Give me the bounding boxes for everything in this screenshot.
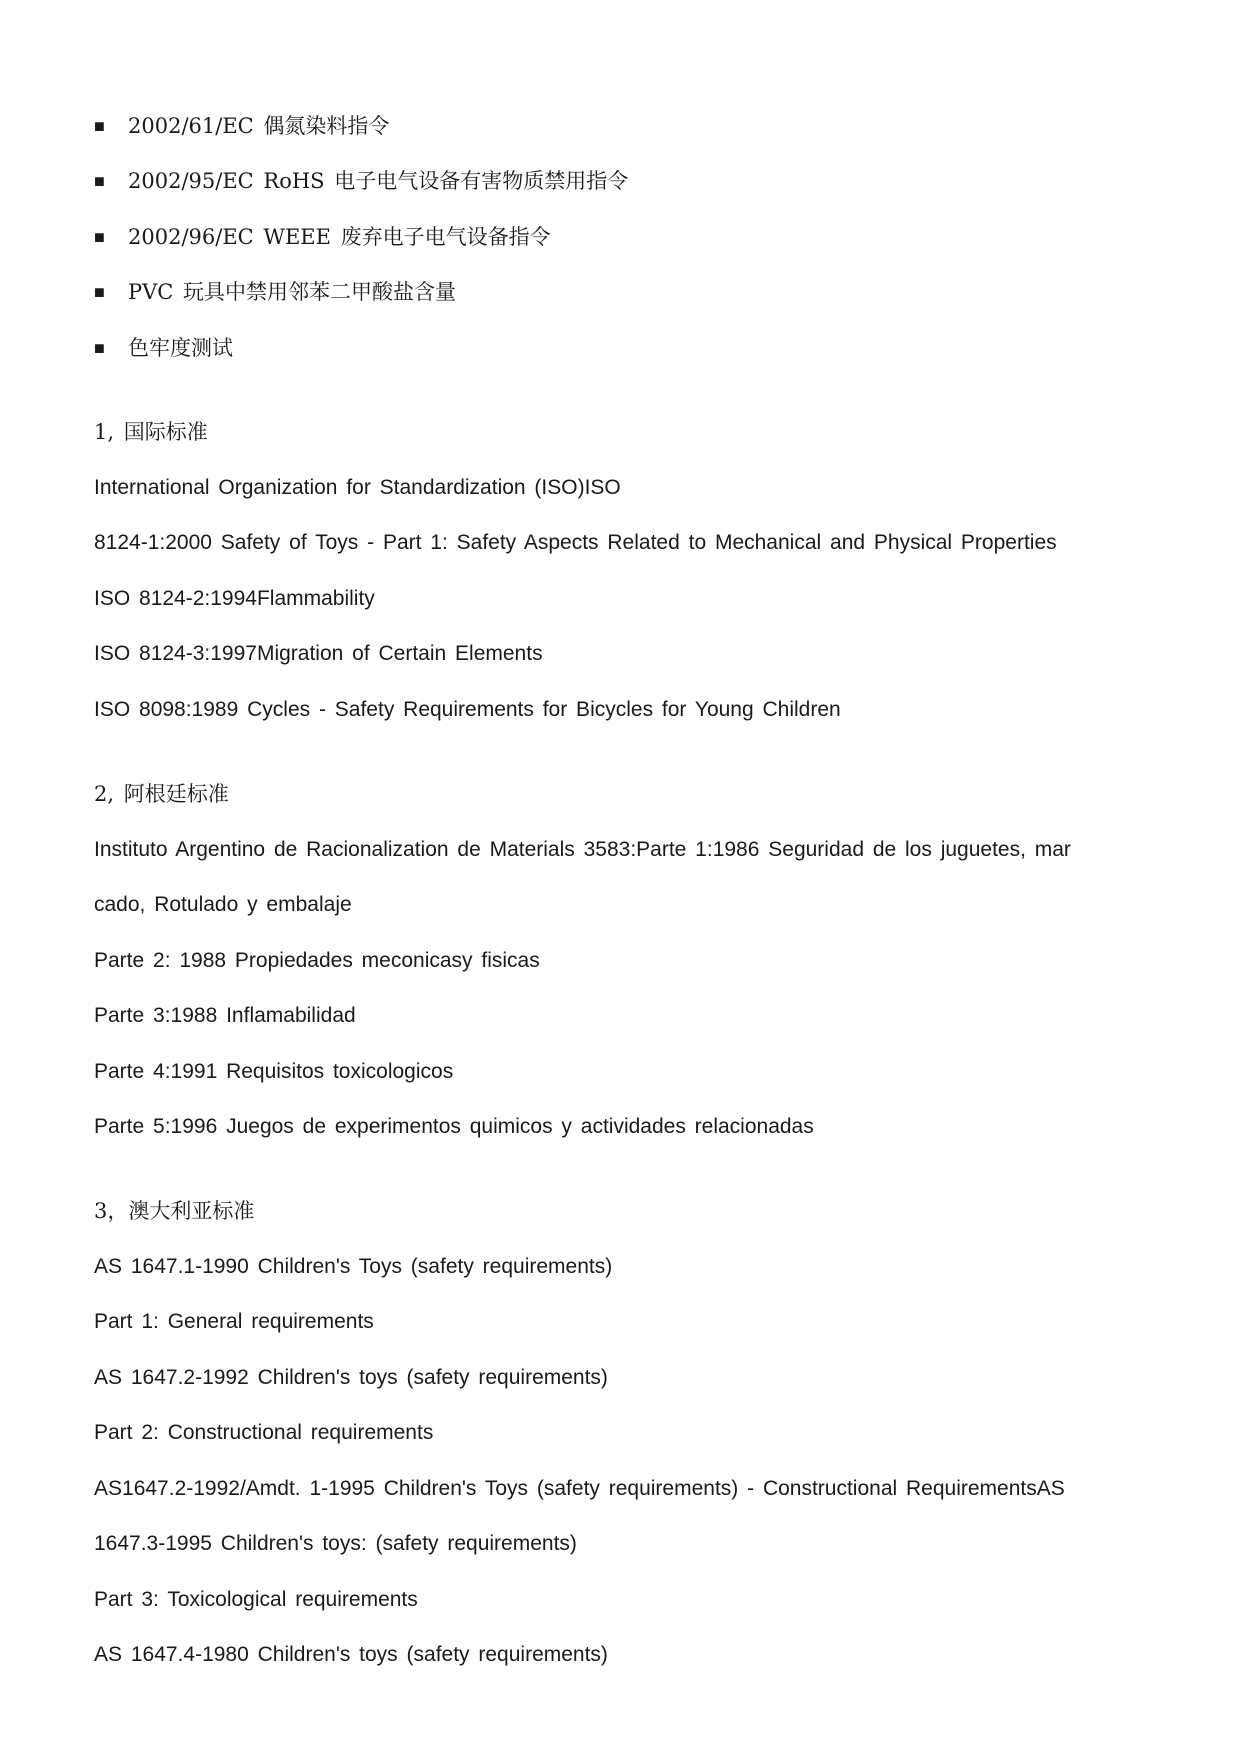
bullet-marker: ■ [94,116,105,136]
text-line: AS 1647.4-1980 Children's toys (safety requirements) [94,1643,608,1666]
bullet-item [94,334,233,363]
text-line: Parte 3:1988 Inflamabilidad [94,1004,356,1027]
bullet-text: 2002/96/EC WEEE 废弃电子电气设备指令 [128,225,551,249]
text-line: Part 1: General requirements [94,1310,374,1333]
text-line: AS1647.2-1992/Amdt. 1-1995 Children's Toys (safety requirements) - Constructional RequirementsAS [94,1477,1065,1500]
text-line: Part 2: Constructional requirements [94,1421,434,1444]
section-heading: 1, 国际标准 [94,420,208,444]
bullet-marker: ■ [94,171,105,191]
bullet-text: 2002/95/EC RoHS 电子电气设备有害物质禁用指令 [128,169,629,193]
bullet-text: 2002/61/EC 偶氮染料指令 [128,114,390,138]
bullet-item [94,167,628,196]
text-line: AS 1647.1-1990 Children's Toys (safety requirements) [94,1255,613,1278]
bullet-item [94,278,456,307]
text-line: cado, Rotulado y embalaje [94,893,352,916]
section-heading: 3，澳大利亚标准 [94,1199,255,1223]
text-line: 1647.3-1995 Children's toys: (safety requirements) [94,1532,577,1555]
text-line: Parte 5:1996 Juegos de experimentos quimicos y actividades relacionadas [94,1115,814,1138]
text-line: ISO 8124-3:1997Migration of Certain Elements [94,642,543,665]
text-line: 8124-1:2000 Safety of Toys - Part 1: Safety Aspects Related to Mechanical and Physical Properties [94,531,1057,554]
bullet-marker: ■ [94,338,105,358]
bullet-item [94,112,389,141]
text-line: Parte 4:1991 Requisitos toxicologicos [94,1060,454,1083]
section-heading: 2, 阿根廷标准 [94,782,229,806]
bullet-text: 色牢度测试 [128,336,233,360]
bullet-marker: ■ [94,227,105,247]
text-line: ISO 8098:1989 Cycles - Safety Requirements for Bicycles for Young Children [94,698,841,721]
bullet-text: PVC 玩具中禁用邻苯二甲酸盐含量 [128,280,457,304]
bullet-item [94,223,551,252]
text-line: ISO 8124-2:1994Flammability [94,587,375,610]
text-line: Parte 2: 1988 Propiedades meconicasy fisicas [94,949,540,972]
bullet-marker: ■ [94,282,105,302]
text-line: Instituto Argentino de Racionalization de Materials 3583:Parte 1:1986 Seguridad de los juguetes, mar [94,838,1071,861]
text-line: International Organization for Standardization (ISO)ISO [94,476,621,499]
text-line: AS 1647.2-1992 Children's toys (safety requirements) [94,1366,608,1389]
text-line: Part 3: Toxicological requirements [94,1588,418,1611]
